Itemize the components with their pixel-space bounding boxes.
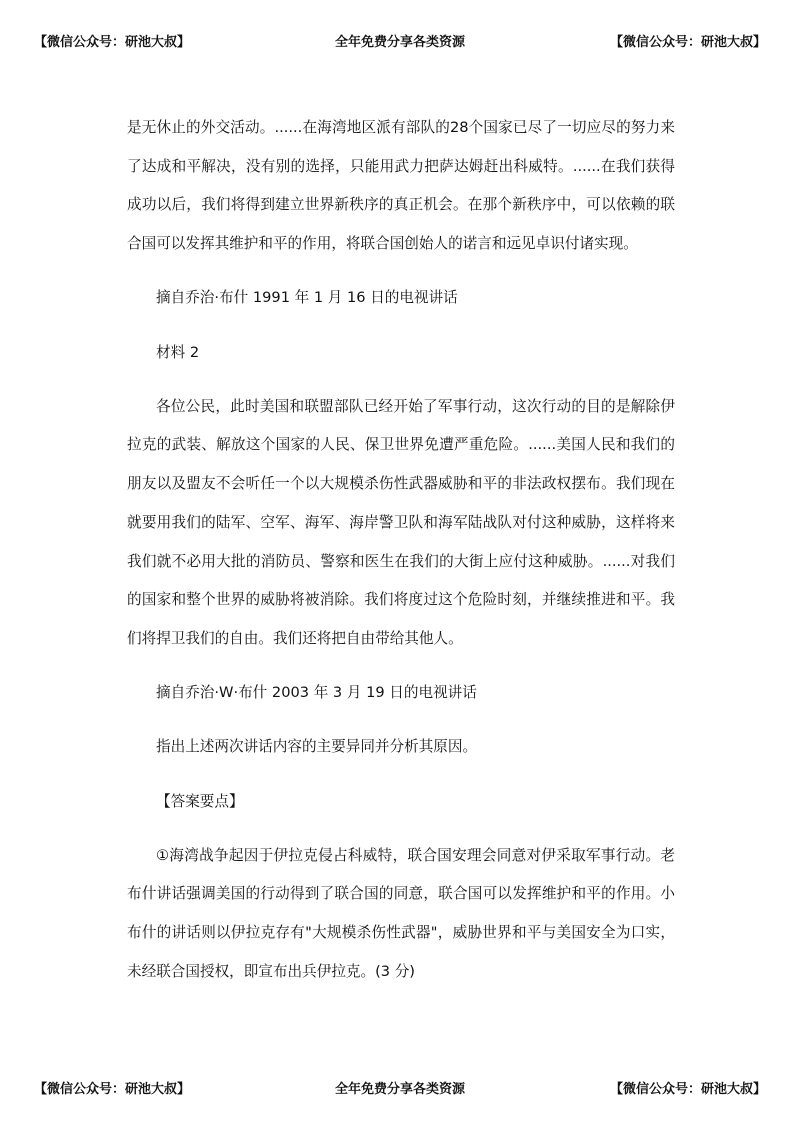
- page-header: [0, 31, 800, 55]
- answer-point-1: ①海湾战争起因于伊拉克侵占科威特，联合国安理会同意对伊采取军事行动。老布什讲话强调美国的行动得到了联合国的同意，联合国可以发挥维护和平的作用。小布什的讲话则以伊拉克存有"大规模杀伤性武器"，威胁世界和平与美国安全为口实，未经联合国授权，即宣布出兵伊拉克。(3 分): [127, 846, 675, 980]
- source-citation-1991: 摘自乔治·布什 1991 年 1 月 16 日的电视讲话: [156, 289, 458, 307]
- source-citation-2003: 摘自乔治·W·布什 2003 年 3 月 19 日的电视讲话: [156, 684, 477, 702]
- footer-left-text: 【微信公众号：研池大叔】: [34, 1082, 191, 1097]
- material-2-label: 材料 2: [156, 343, 200, 361]
- page-footer: [0, 1078, 800, 1102]
- answer-heading: 【答案要点】: [156, 792, 244, 810]
- header-center-text: 全年免费分享各类资源: [334, 35, 465, 50]
- question-prompt: 指出上述两次讲话内容的主要异同并分析其原因。: [156, 738, 478, 756]
- paragraph-bush-2003-excerpt: 各位公民，此时美国和联盟部队已经开始了军事行动，这次行动的目的是解除伊拉克的武装、解放这个国家的人民、保卫世界免遭严重危险。......美国人民和我们的朋友以及盟友不会听任一个以大规模杀伤性武器威胁和平的非法政权摆布。我们现在就要用我们的陆军、空军、海军、海岸警卫队和海军陆战队对付这种威胁，这样将来我们就不必用大批的消防员、警察和医生在我们的大街上应付这种威胁。......对我们的国家和整个世界的威胁将被消除。我们将度过这个危险时刻，并继续推进和平。我们将捍卫我们的自由。我们还将把自由带给其他人。: [127, 397, 675, 647]
- paragraph-bush-1991-excerpt: 是无休止的外交活动。......在海湾地区派有部队的28个国家已尽了一切应尽的努力来了达成和平解决，没有别的选择，只能用武力把萨达姆赶出科威特。......在我们获得成功以后，我们将得到建立世界新秩序的真正机会。在那个新秩序中，可以依赖的联合国可以发挥其维护和平的作用，将联合国创始人的诺言和远见卓识付诸实现。: [127, 119, 675, 253]
- header-left-text: 【微信公众号：研池大叔】: [34, 35, 191, 50]
- header-right-text: 【微信公众号：研池大叔】: [609, 35, 766, 50]
- footer-right-text: 【微信公众号：研池大叔】: [609, 1082, 766, 1097]
- footer-center-text: 全年免费分享各类资源: [334, 1082, 465, 1097]
- document-body: [127, 109, 675, 992]
